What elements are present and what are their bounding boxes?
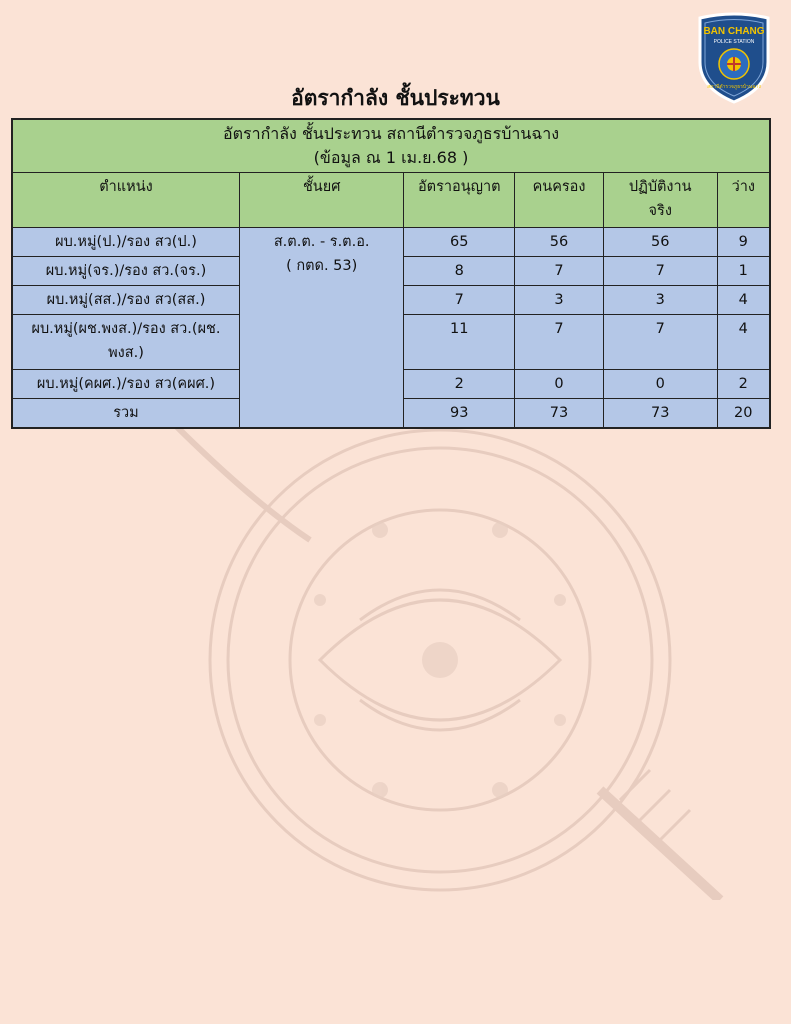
cell-position: ผบ.หมู่(คผศ.)/รอง สว(คผศ.) [12, 370, 239, 399]
cell-working: 56 [603, 228, 717, 257]
cell-total-held: 73 [515, 399, 604, 429]
cell-position: ผบ.หมู่(จร.)/รอง สว.(จร.) [12, 257, 239, 286]
cell-position: ผบ.หมู่(ป.)/รอง สว(ป.) [12, 228, 239, 257]
table-caption [12, 119, 770, 173]
cell-allowed: 2 [404, 370, 515, 399]
logo-text-line2: POLICE STATION [713, 39, 755, 45]
logo-text-line3: สถานีตำรวจภูธรบ้านฉาง [707, 84, 761, 90]
cell-working: 3 [603, 286, 717, 315]
header-held: คนครอง [515, 173, 604, 228]
cell-rank [239, 228, 403, 429]
cell-vacant: 4 [717, 315, 770, 370]
table-caption-line1: อัตรากำลัง ชั้นประทวน สถานีตำรวจภูธรบ้านฉาง [222, 124, 560, 143]
header-allowed: อัตราอนุญาต [404, 173, 515, 228]
cell-working: 0 [603, 370, 717, 399]
cell-allowed: 65 [404, 228, 515, 257]
cell-total-label: รวม [12, 399, 239, 429]
cell-total-allowed: 93 [404, 399, 515, 429]
rank-line2: ( กตด. 53) [286, 258, 358, 274]
cell-held: 7 [515, 315, 604, 370]
cell-total-vacant: 20 [717, 399, 770, 429]
cell-allowed: 11 [404, 315, 515, 370]
cell-position: ผบ.หมู่(สส.)/รอง สว(สส.) [12, 286, 239, 315]
table-caption-line2: (ข้อมูล ณ 1 เม.ย.68 ) [313, 148, 469, 167]
cell-total-working: 73 [603, 399, 717, 429]
cell-held: 56 [515, 228, 604, 257]
cell-vacant: 4 [717, 286, 770, 315]
header-position: ตำแหน่ง [12, 173, 239, 228]
cell-working: 7 [603, 257, 717, 286]
page-title: อัตรากำลัง ชั้นประทวน [291, 86, 500, 110]
header-rank: ชั้นยศ [239, 173, 403, 228]
cell-held: 7 [515, 257, 604, 286]
cell-vacant: 9 [717, 228, 770, 257]
cell-position: ผบ.หมู่(ผช.พงส.)/รอง สว.(ผช. พงส.) [12, 315, 239, 370]
rank-line1: ส.ต.ต. - ร.ต.อ. [273, 234, 370, 250]
logo-text-line1: BAN CHANG [703, 26, 765, 37]
cell-allowed: 8 [404, 257, 515, 286]
header-working: ปฏิบัติงาน จริง [603, 173, 717, 228]
cell-vacant: 1 [717, 257, 770, 286]
cell-held: 0 [515, 370, 604, 399]
cell-working: 7 [603, 315, 717, 370]
header-vacant: ว่าง [717, 173, 770, 228]
cell-allowed: 7 [404, 286, 515, 315]
cell-held: 3 [515, 286, 604, 315]
cell-vacant: 2 [717, 370, 770, 399]
table-row [12, 228, 770, 257]
staff-table [11, 118, 771, 429]
